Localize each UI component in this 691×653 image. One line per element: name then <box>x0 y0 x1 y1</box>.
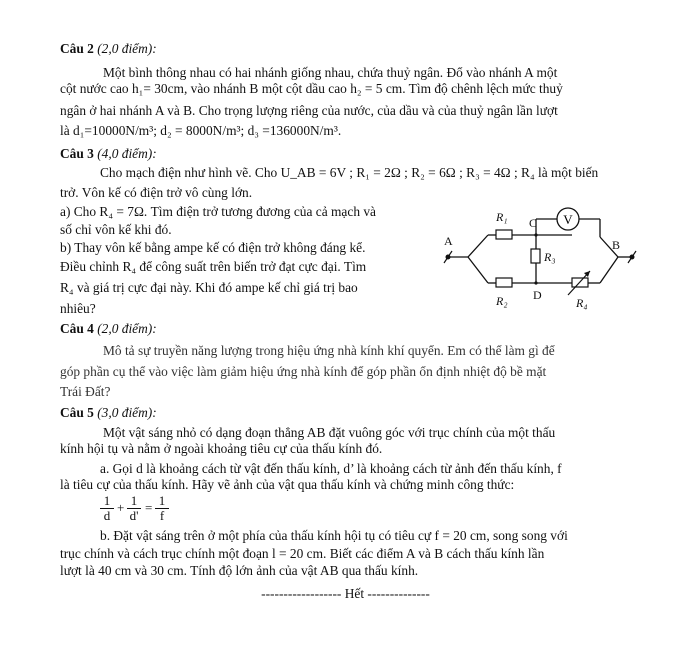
voltmeter-label: V <box>563 212 573 227</box>
q3-part-b-2: Điều chỉnh R₄ để công suất trên biến trở đạt cực đại. Tìm <box>60 259 367 274</box>
q3-part-a-2: số chỉ vôn kế khi đó. <box>60 222 172 237</box>
q4-line-1: Mô tả sự truyền năng lượng trong hiệu ứng nhà kính khí quyển. Em có thể làm gì để <box>103 343 555 358</box>
r3-label: R₃ <box>544 250 556 264</box>
q3-part-b-1: b) Thay vôn kế bằng ampe kế có điện trở không đáng kể. <box>60 240 366 255</box>
q2-line-1: Một bình thông nhau có hai nhánh giống nhau, chứa thuỷ ngân. Đổ vào nhánh A một <box>103 65 558 80</box>
q5-part-a-1: a. Gọi d là khoảng cách từ vật đến thấu kính, d’ là khoảng cách từ ảnh đến thấu kính, f <box>100 461 562 476</box>
q4-line-2: góp phần cụ thể vào việc làm giảm hiệu ứng nhà kính để góp phần ổn định nhiệt độ bề mặt <box>60 364 547 379</box>
q5-part-b-3: lượt là 40 cm và 30 cm. Tính độ lớn ảnh của vật AB qua thấu kính. <box>60 563 419 578</box>
r2-label: R₂ <box>496 294 508 308</box>
q2-header: Câu 2 <box>60 41 94 56</box>
r1-label: R₁ <box>496 210 508 224</box>
q4-header: Câu 4 <box>60 321 94 336</box>
q3-part-b-3: R₄ và giá trị cực đại này. Khi đó ampe kế chỉ giá trị bao <box>60 280 358 295</box>
q3-part-b-4: nhiêu? <box>60 301 96 316</box>
q2-heading <box>60 41 157 57</box>
node-c-label: C <box>529 216 538 230</box>
fraction-1-over-f: $\frac{1}{f}$ <box>155 494 169 523</box>
q2-line-3: ngân ở hai nhánh A và B. Cho trọng lượng riêng của nước, của dầu và của thuỷ ngân lần lượt <box>60 103 558 118</box>
resistor-r3 <box>531 249 540 263</box>
q5-part-b-2: trục chính và cách trục chính một đoạn l = 20 cm. Biết các điểm A và B cách thấu kính lần <box>60 546 545 561</box>
q5-header: Câu 5 <box>60 405 94 420</box>
q3-points: (4,0 điểm): <box>97 146 157 161</box>
q5-part-a-2: là tiêu cự của thấu kính. Hãy vẽ ảnh của vật qua thấu kính và chứng minh công thức: <box>60 477 515 492</box>
q4-heading <box>60 321 157 337</box>
plus-sign: + <box>117 500 125 515</box>
q2-points: (2,0 điểm): <box>97 41 157 56</box>
q5-heading <box>60 405 157 421</box>
q4-line-3: Trái Đất? <box>60 384 111 399</box>
end-marker: ------------------ Hết -------------- <box>261 586 430 601</box>
circuit-diagram <box>440 207 640 317</box>
equals-sign: = <box>145 500 153 515</box>
q3-heading <box>60 146 157 162</box>
q3-part-a-1: a) Cho R₄ = 7Ω. Tìm điện trở tương đương của cả mạch và <box>60 204 377 219</box>
q5-line-2: kính hội tụ và nằm ở ngoài khoảng tiêu cự của thấu kính đó. <box>60 441 383 456</box>
q2-line-2: cột nước cao h₁= 30cm, vào nhánh B một cột dầu cao h₂ = 5 cm. Tìm độ chênh lệch mức thuỷ <box>60 81 563 96</box>
q5-points: (3,0 điểm): <box>97 405 157 420</box>
node-b-label: B <box>612 238 621 252</box>
node-a-label: A <box>444 234 453 248</box>
resistor-r2 <box>496 278 512 287</box>
q5-part-b-1: b. Đặt vật sáng trên ở một phía của thấu kính hội tụ có tiêu cự f = 20 cm, song song với <box>100 528 568 543</box>
q4-points: (2,0 điểm): <box>97 321 157 336</box>
fraction-1-over-d-prime: $\frac{1}{d'}$ <box>127 494 141 523</box>
node-d-label: D <box>533 288 542 302</box>
resistor-r1 <box>496 230 512 239</box>
q3-line-1: Cho mạch điện như hình vẽ. Cho U_AB = 6V ; R₁ = 2Ω ; R₂ = 6Ω ; R₃ = 4Ω ; R₄ là một biến <box>100 165 599 180</box>
fraction-1-over-d: $\frac{1}{d}$ <box>100 494 114 523</box>
q5-line-1: Một vật sáng nhỏ có dạng đoạn thẳng AB đặt vuông góc với trục chính của một thấu <box>103 425 556 440</box>
r4-label: R₄ <box>576 296 588 310</box>
q3-line-2: trở. Vôn kế có điện trở vô cùng lớn. <box>60 185 253 200</box>
q2-line-4: là d₁=10000N/m³; d₂ = 8000N/m³; d₃ =136000N/m³. <box>60 123 342 138</box>
q3-header: Câu 3 <box>60 146 94 161</box>
